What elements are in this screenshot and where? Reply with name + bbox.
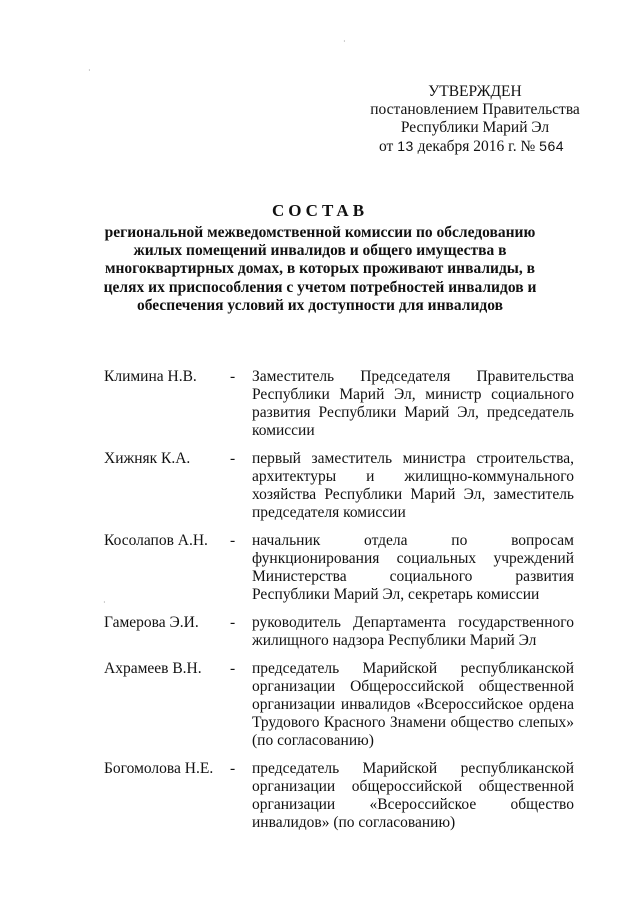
- member-role: председатель Марийской республиканской организации Общероссийской общественной организации инвалидов «Всероссийское ордена Трудового Красного Знамени общество слепых» (по согласованию): [252, 660, 574, 749]
- member-row: [104, 368, 574, 440]
- approval-date-line: [355, 137, 595, 156]
- member-dash: -: [230, 614, 236, 631]
- member-row: [104, 532, 574, 604]
- member-row: [104, 760, 574, 832]
- approval-date-prefix: от: [379, 138, 394, 155]
- member-dash: -: [230, 450, 236, 467]
- member-dash: -: [230, 368, 236, 385]
- member-name: Ахрамеев В.Н.: [104, 660, 202, 677]
- approval-month-year: декабря 2016 г.: [417, 138, 517, 155]
- scan-speck: ·: [88, 66, 91, 75]
- scan-speck: ·: [343, 37, 346, 46]
- member-name: Климина Н.В.: [104, 368, 197, 385]
- approval-status: УТВЕРЖДЕН: [428, 83, 522, 100]
- member-dash: -: [230, 660, 236, 677]
- approval-number: 564: [539, 138, 565, 154]
- member-dash: -: [230, 532, 236, 549]
- member-role: председатель Марийской республиканской организации общероссийской общественной организации «Всероссийское общество инвалидов» (по согласованию): [252, 760, 574, 831]
- document-subtitle: региональной межведомственной комиссии по обследованию жилых помещений инвалидов и общего имущества в многоквартирных домах, в которых проживают инвалиды, в целях их приспособления с учетом потребностей инвалидов и обеспечения условий их доступности для инвалидов: [103, 224, 537, 314]
- member-name: Хижняк К.А.: [104, 450, 191, 467]
- member-row: [104, 450, 574, 522]
- approval-line-2: Республики Марий Эл: [400, 119, 550, 136]
- member-role: начальник отдела по вопросам функционирования социальных учреждений Министерства социального развития Республики Марий Эл, секретарь комиссии: [252, 532, 574, 603]
- member-dash: -: [230, 760, 236, 777]
- approval-day: 13: [397, 138, 414, 154]
- approval-line-1: постановлением Правительства: [370, 101, 580, 118]
- members-list: [104, 368, 574, 842]
- approval-number-prefix: №: [520, 138, 536, 155]
- scan-speck: ·: [103, 598, 106, 607]
- member-name: Гамерова Э.И.: [104, 614, 199, 631]
- approval-stamp: [355, 83, 595, 156]
- member-name: Косолапов А.Н.: [104, 532, 208, 549]
- member-role: первый заместитель министра строительства, архитектуры и жилищно-коммунального хозяйства Республики Марий Эл, заместитель председателя комиссии: [252, 450, 574, 521]
- member-row: [104, 660, 574, 750]
- member-name: Богомолова Н.Е.: [104, 760, 214, 777]
- member-row: [104, 614, 574, 650]
- member-role: руководитель Департамента государственного жилищного надзора Республики Марий Эл: [252, 614, 574, 649]
- member-role: Заместитель Председателя Правительства Республики Марий Эл, министр социального развития Республики Марий Эл, председатель комиссии: [252, 368, 574, 439]
- document-title: СОСТАВ: [271, 201, 369, 220]
